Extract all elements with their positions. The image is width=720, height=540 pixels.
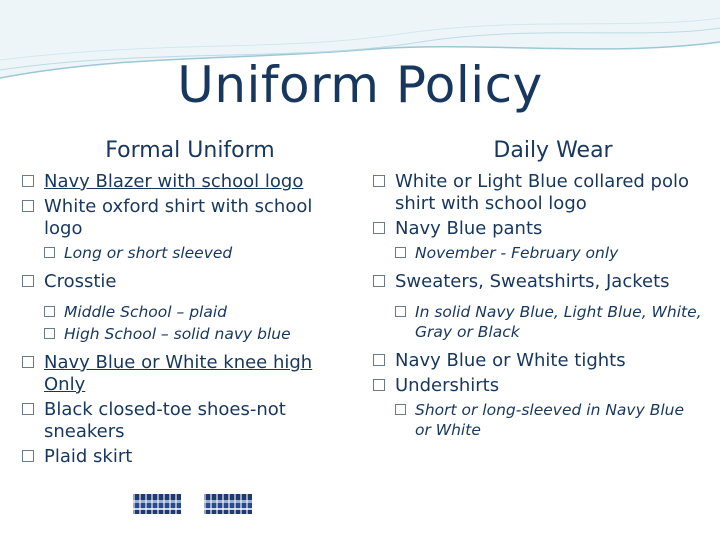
checkbox-bullet-icon (22, 200, 34, 212)
checkbox-bullet-icon (395, 404, 406, 415)
list-item: Undershirts (373, 375, 703, 397)
checkbox-bullet-icon (22, 450, 34, 462)
checkbox-bullet-icon (395, 247, 406, 258)
sub-list-item: November - February only (373, 243, 703, 263)
sub-list-item: Middle School – plaid (22, 302, 342, 322)
list-item: Navy Blue or White knee high Only (22, 352, 342, 396)
list-item: Plaid skirt (22, 446, 342, 468)
checkbox-bullet-icon (373, 275, 385, 287)
list-item: White oxford shirt with school logo (22, 196, 342, 240)
checkbox-bullet-icon (22, 356, 34, 368)
daily-wear-heading: Daily Wear (493, 138, 613, 163)
sub-list-item: In solid Navy Blue, Light Blue, White, Gray or Black (373, 302, 703, 342)
checkbox-bullet-icon (22, 175, 34, 187)
checkbox-bullet-icon (373, 354, 385, 366)
plaid-swatch-image (204, 494, 252, 514)
list-item: Navy Blue or White tights (373, 350, 703, 372)
list-item: White or Light Blue collared polo shirt with school logo (373, 171, 703, 215)
sub-list-item: Long or short sleeved (22, 243, 342, 263)
checkbox-bullet-icon (22, 275, 34, 287)
page-title: Uniform Policy (177, 56, 543, 114)
checkbox-bullet-icon (373, 175, 385, 187)
plaid-swatch-image (133, 494, 181, 514)
checkbox-bullet-icon (22, 403, 34, 415)
daily-wear-list (373, 171, 703, 440)
checkbox-bullet-icon (44, 306, 55, 317)
sub-list-item: High School – solid navy blue (22, 324, 342, 344)
checkbox-bullet-icon (373, 379, 385, 391)
checkbox-bullet-icon (373, 222, 385, 234)
daily-wear-column (373, 138, 703, 442)
checkbox-bullet-icon (395, 306, 406, 317)
formal-uniform-column (22, 138, 342, 471)
list-item: Sweaters, Sweatshirts, Jackets (373, 271, 703, 293)
list-item: Navy Blue pants (373, 218, 703, 240)
list-item: Crosstie (22, 271, 342, 293)
list-item: Navy Blazer with school logo (22, 171, 342, 193)
sub-list-item: Short or long-sleeved in Navy Blue or White (373, 400, 703, 440)
checkbox-bullet-icon (44, 328, 55, 339)
formal-uniform-list (22, 171, 342, 468)
checkbox-bullet-icon (44, 247, 55, 258)
list-item: Black closed-toe shoes-not sneakers (22, 399, 342, 443)
formal-uniform-heading: Formal Uniform (105, 138, 275, 163)
